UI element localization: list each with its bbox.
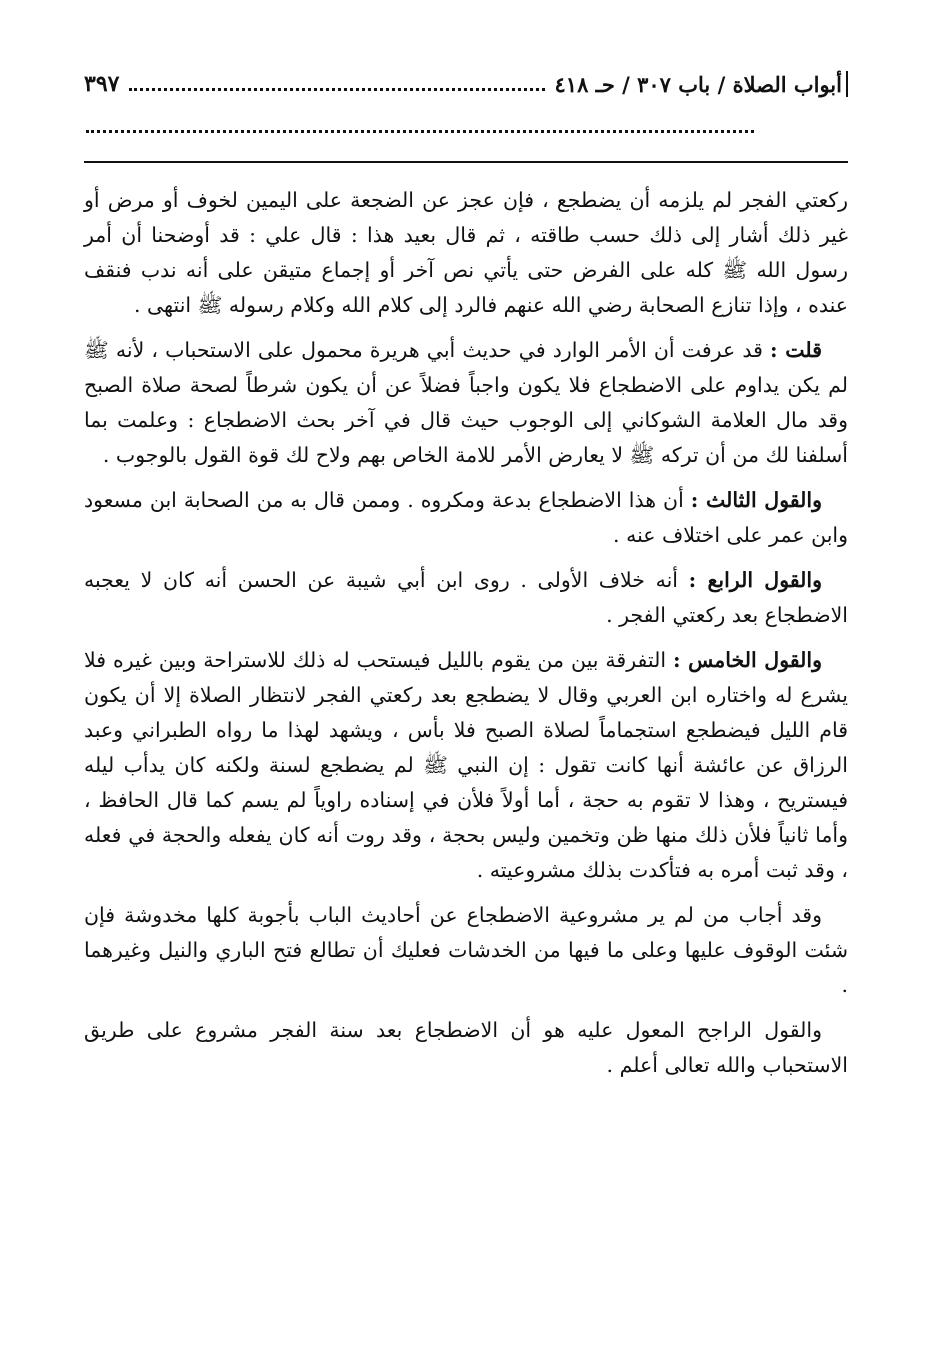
paragraph [84, 183, 848, 323]
paragraph [84, 1013, 848, 1083]
book-page [84, 62, 848, 1182]
paragraph-text: أن هذا الاضطجاع بدعة ومكروه . وممن قال به من الصحابة ابن مسعود وابن عمر على اختلاف عنه . [84, 488, 848, 547]
paragraph-lead: والقول الخامس : [673, 648, 823, 672]
header-bar [846, 71, 848, 97]
paragraph [84, 898, 848, 1003]
paragraph [84, 643, 848, 888]
paragraph-text: وقد أجاب من لم ير مشروعية الاضطجاع عن أحاديث الباب بأجوبة كلها مخدوشة فإن شئت الوقوف عليها وعلى ما فيها من الخدشات فعليك أن تطالع فتح الباري والنيل وغيرهما . [84, 903, 848, 997]
paragraph-lead: والقول الرابع : [688, 568, 822, 592]
dotted-separator [86, 128, 754, 133]
page-body [84, 183, 848, 1083]
header-title: أبواب الصلاة / باب ٣٠٧ / حـ ٤١٨ [554, 71, 842, 97]
paragraph [84, 563, 848, 633]
paragraph-text: قد عرفت أن الأمر الوارد في حديث أبي هريرة محمول على الاستحباب ، لأنه ﷺ لم يكن يداوم على الاضطجاع فلا يكون واجباً فضلاً عن أن يكون شرطاً لصحة صلاة الصبح وقد مال العلامة الشوكاني إلى الوجوب حيث قال في آخر بحث الاضطجاع : وعلمت بما أسلفنا لك من أن تركه ﷺ لا يعارض الأمر للامة الخاص بهم ولاح لك قوة القول بالوجوب . [84, 338, 848, 467]
paragraph-text: أنه خلاف الأولى . روى ابن أبي شيبة عن الحسن أنه كان لا يعجبه الاضطجاع بعد ركعتي الفجر . [84, 568, 848, 627]
page-number: ٣٩٧ [84, 71, 120, 97]
running-header [84, 62, 848, 106]
paragraph [84, 483, 848, 553]
paragraph-text: التفرقة بين من يقوم بالليل فيستحب له ذلك للاستراحة وبين غيره فلا يشرع له واختاره ابن العربي وقال لا يضطجع بعد ركعتي الفجر لانتظار الصلاة إلا أن يكون قام الليل فيضطجع استجماماً لصلاة الصبح فلا بأس ، ويشهد لهذا ما رواه الطبراني وعبد الرزاق عن عائشة أنها كانت تقول : إن النبي ﷺ لم يضطجع لسنة ولكنه كان يدأب ليله فيستريح ، وهذا لا تقوم به حجة ، أما أولاً فلأن في إسناده راوياً لم يسم كما قال الحافظ ، وأما ثانياً فلأن ذلك منها ظن وتخمين وليس بحجة ، وقد روت أنه كان يفعله والحجة في فعله ، وقد ثبت أمره به فتأكدت بذلك مشروعيته . [84, 648, 848, 882]
paragraph-lead: قلت : [769, 338, 822, 362]
header-dot-leader [129, 78, 544, 91]
paragraph-text: والقول الراجح المعول عليه هو أن الاضطجاع بعد سنة الفجر مشروع على طريق الاستحباب والله تعالى أعلم . [84, 1018, 848, 1077]
paragraph [84, 333, 848, 473]
paragraph-text: ركعتي الفجر لم يلزمه أن يضطجع ، فإن عجز عن الضجعة على اليمين لخوف أو مرض أو غير ذلك أشار إلى ذلك حسب طاقته ، ثم قال بعيد هذا : قال علي : قد أوضحنا أن أمر رسول الله ﷺ كله على الفرض حتى يأتي نص آخر أو إجماع متيقن على أنه ندب فنقف عنده ، وإذا تنازع الصحابة رضي الله عنهم فالرد إلى كلام الله وكلام رسوله ﷺ انتهى . [84, 188, 848, 317]
paragraph-lead: والقول الثالث : [690, 488, 822, 512]
horizontal-rule [84, 161, 848, 163]
